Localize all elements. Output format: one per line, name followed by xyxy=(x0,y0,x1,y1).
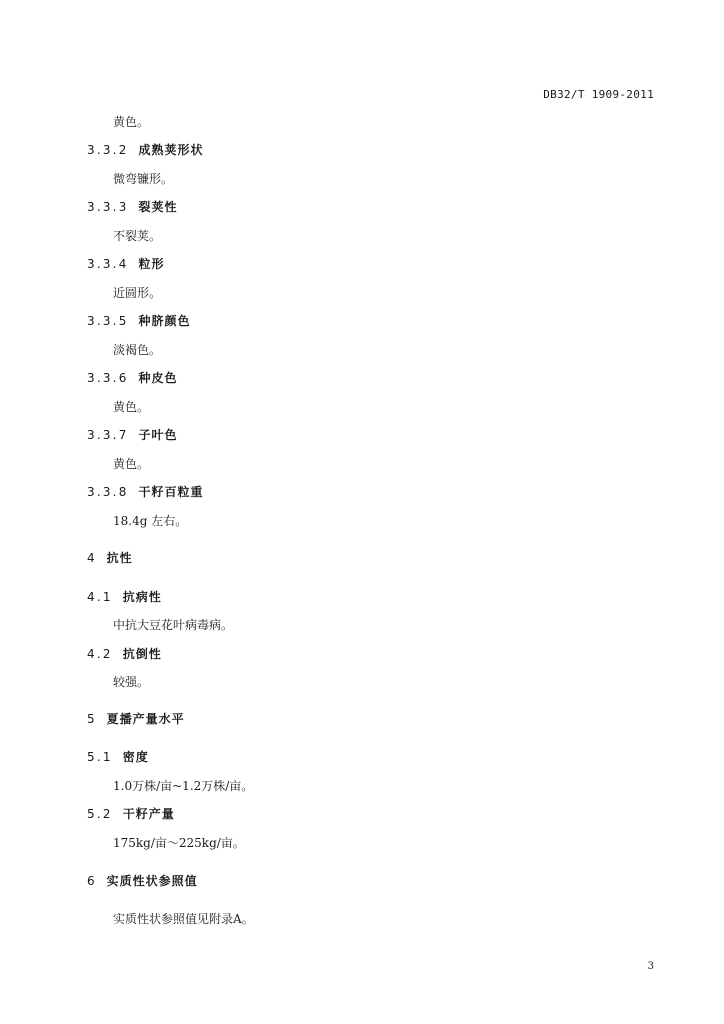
section-heading-3-3-7 xyxy=(87,426,178,443)
section-title: 裂荚性 xyxy=(138,200,178,214)
section-title: 种皮色 xyxy=(138,371,178,385)
section-number: 3.3.6 xyxy=(87,371,129,385)
section-heading-4-1 xyxy=(87,588,162,605)
section-heading-5 xyxy=(87,710,185,727)
section-heading-4-2 xyxy=(87,645,162,662)
section-number: 3.3.7 xyxy=(87,428,129,442)
section-number: 4 xyxy=(87,551,95,565)
section-heading-3-3-2 xyxy=(87,141,204,158)
section-number: 4.2 xyxy=(87,647,113,661)
paragraph-text: 黄色。 xyxy=(113,115,150,129)
paragraph-text: 175kg/亩～225kg/亩。 xyxy=(113,836,245,850)
section-number: 5.1 xyxy=(87,750,113,764)
section-number: 4.1 xyxy=(87,590,113,604)
section-number: 5 xyxy=(87,712,95,726)
document-code: DB32/T 1909-2011 xyxy=(543,88,654,101)
section-heading-3-3-5 xyxy=(87,312,191,329)
section-number: 3.3.4 xyxy=(87,257,129,271)
section-title: 抗病性 xyxy=(122,590,162,604)
section-heading-3-3-4 xyxy=(87,255,165,272)
section-title: 子叶色 xyxy=(138,428,178,442)
section-number: 3.3.2 xyxy=(87,143,129,157)
section-number: 3.3.5 xyxy=(87,314,129,328)
paragraph-text: 近圆形。 xyxy=(113,286,162,300)
section-title: 干籽百粒重 xyxy=(138,485,204,499)
paragraph-text: 黄色。 xyxy=(113,457,150,471)
paragraph-text: 黄色。 xyxy=(113,400,150,414)
section-number: 3.3.3 xyxy=(87,200,129,214)
section-heading-3-3-8 xyxy=(87,483,204,500)
paragraph-text: 实质性状参照值见附录A。 xyxy=(113,912,254,926)
section-title: 夏播产量水平 xyxy=(106,712,185,726)
section-heading-3-3-6 xyxy=(87,369,178,386)
section-number: 3.3.8 xyxy=(87,485,129,499)
paragraph-text: 不裂荚。 xyxy=(113,229,162,243)
paragraph-text: 淡褐色。 xyxy=(113,343,162,357)
page-number: 3 xyxy=(647,961,654,972)
section-number: 6 xyxy=(87,874,95,888)
paragraph-text: 1.0万株/亩~1.2万株/亩。 xyxy=(113,779,254,793)
section-heading-4 xyxy=(87,549,133,566)
section-heading-3-3-3 xyxy=(87,198,178,215)
section-title: 实质性状参照值 xyxy=(106,874,198,888)
section-title: 密度 xyxy=(122,750,149,764)
paragraph-text: 较强。 xyxy=(113,675,150,689)
section-title: 干籽产量 xyxy=(122,807,175,821)
section-title: 成熟荚形状 xyxy=(138,143,204,157)
section-number: 5.2 xyxy=(87,807,113,821)
paragraph-text: 微弯镰形。 xyxy=(113,172,174,186)
section-title: 抗性 xyxy=(106,551,133,565)
section-heading-5-1 xyxy=(87,748,149,765)
section-heading-5-2 xyxy=(87,805,175,822)
paragraph-text: 18.4g 左右。 xyxy=(113,514,188,528)
section-title: 抗倒性 xyxy=(122,647,162,661)
section-title: 粒形 xyxy=(138,257,165,271)
section-heading-6 xyxy=(87,872,198,889)
paragraph-text: 中抗大豆花叶病毒病。 xyxy=(113,618,234,632)
section-title: 种脐颜色 xyxy=(138,314,191,328)
